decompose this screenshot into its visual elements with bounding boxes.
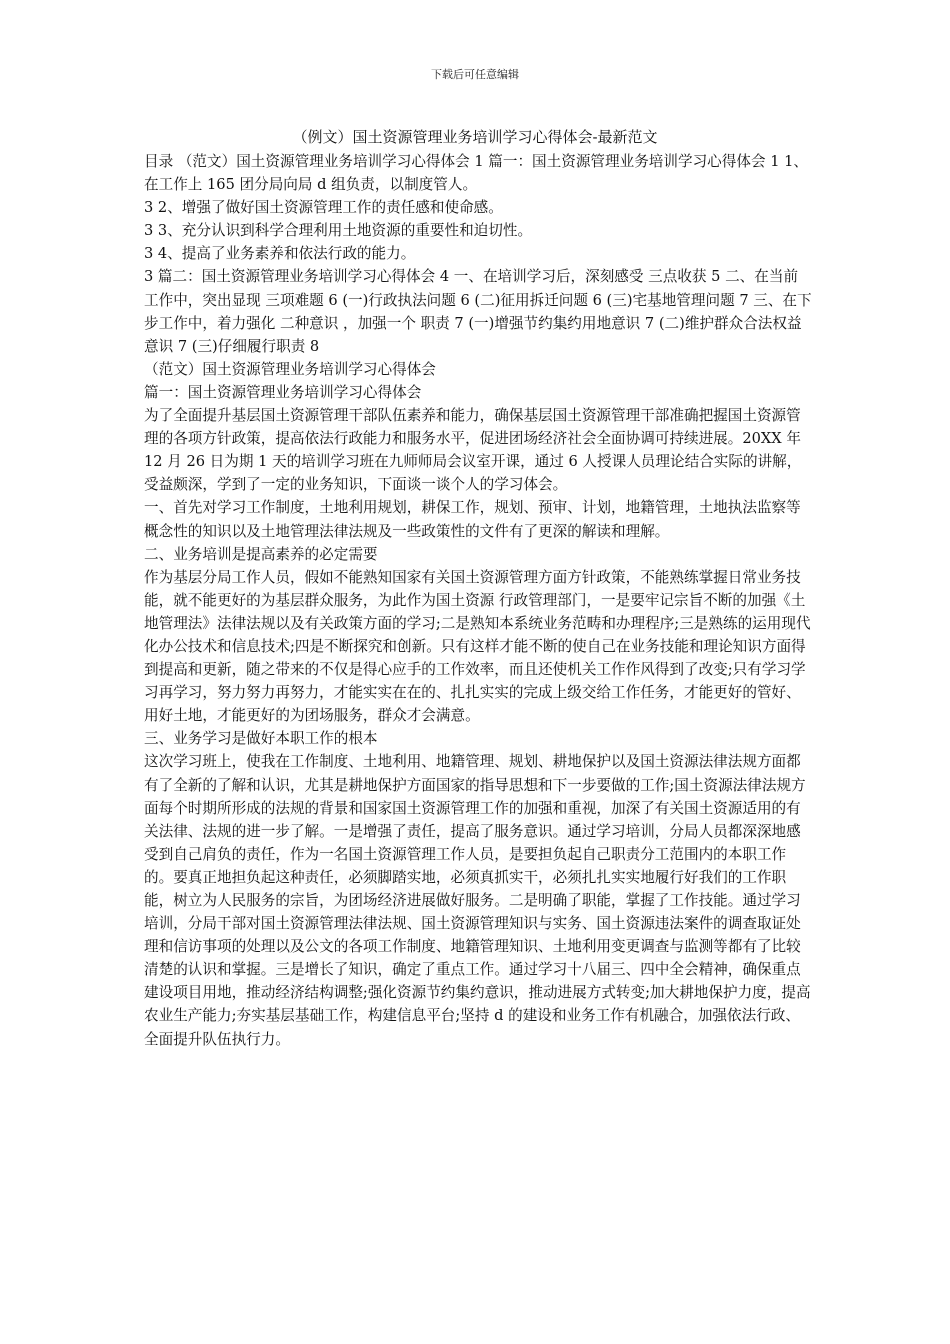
section-heading: （范文）国土资源管理业务培训学习心得体会 (144, 360, 436, 378)
document-title: （例文）国土资源管理业务培训学习心得体会-最新范文 (292, 128, 658, 146)
toc-line: 3 2、增强了做好国土资源管理工作的责任感和使命感。 (144, 199, 503, 217)
body-paragraph: 一、首先对学习工作制度，土地利用规划，耕保工作，规划、预审、计划，地籍管理，土地执法监察等概念性的知识以及土地管理法律法规及一些政策性的文件有了更深的解读和理解。 (144, 499, 801, 540)
section-heading: 篇一：国土资源管理业务培训学习心得体会 (144, 383, 422, 401)
toc-paragraph: 目录 （范文）国土资源管理业务培训学习心得体会 1 篇一：国土资源管理业务培训学习心得体会 1 1、在工作上 165 团分局向局 d 组负责，以制度管人。 (144, 153, 808, 194)
toc-paragraph: 3 篇二：国土资源管理业务培训学习心得体会 4 一、在培训学习后，深刻感受 三点收获 5 二、在当前工作中，突出显现 三项难题 6 (一)行政执法问题 6 (二)征用拆迁问题 6 (三)宅基地管理问题 7 三、在下步工作中，着力强化 二种意识 ，加强一个 职责 7 (一)增强节约集约用地意识 7 (二)维护群众合法权益意识 7 (三)仔细履行职责 8 (144, 268, 812, 355)
header-note: 下载后可任意编辑 (431, 68, 519, 81)
toc-line: 3 3、充分认识到科学合理利用土地资源的重要性和迫切性。 (144, 222, 533, 240)
body-paragraph: 为了全面提升基层国土资源管理干部队伍素养和能力，确保基层国土资源管理干部准确把握国土资源管理的各项方针政策，提高依法行政能力和服务水平，促进团场经济社会全面协调可持续进展。20XX 年 12 月 26 日为期 1 天的培训学习班在九师师局会议室开课，通过 6 人授课人员理论结合实际的讲解，受益颇深，学到了一定的业务知识，下面谈一谈个人的学习体会。 (144, 407, 802, 494)
toc-line: 3 4、提高了业务素养和依法行政的能力。 (144, 245, 416, 263)
document-body (144, 150, 812, 1051)
body-paragraph: 这次学习班上，使我在工作制度、土地利用、地籍管理、规划、耕地保护以及国土资源法律法规方面都有了全新的了解和认识，尤其是耕地保护方面国家的指导思想和下一步要做的工作;国土资源法律法规方面每个时期所形成的法规的背景和国家国土资源管理工作的加强和重视，加深了有关国土资源适用的有关法律、法规的进一步了解。一是增强了责任，提高了服务意识。通过学习培训，分局人员都深深地感受到自己肩负的责任，作为一名国土资源管理工作人员，是要担负起自己职责分工范围内的本职工作的。要真正地担负起这种责任，必须脚踏实地，必须真抓实干，必须扎扎实实地履行好我们的工作职能，树立为人民服务的宗旨，为团场经济进展做好服务。二是明确了职能，掌握了工作技能。通过学习培训，分局干部对国土资源管理法律法规、国土资源管理知识与实务、国土资源违法案件的调查取证处理和信访事项的处理以及公文的各项工作制度、地籍管理知识、土地利用变更调查与监测等都有了比较清楚的认识和掌握。三是增长了知识，确定了重点工作。通过学习十八届三、四中全会精神，确保重点建设项目用地，推动经济结构调整;强化资源节约集约意识，推动进展方式转变;加大耕地保护力度，提高农业生产能力;夯实基层基础工作，构建信息平台;坚持 d 的建设和业务工作有机融合，加强依法行政、全面提升队伍执行力。 (144, 753, 811, 1048)
section-heading: 二、业务培训是提高素养的必定需要 (144, 545, 378, 563)
section-heading: 三、业务学习是做好本职工作的根本 (144, 730, 378, 748)
body-paragraph: 作为基层分局工作人员，假如不能熟知国家有关国土资源管理方面方针政策，不能熟练掌握日常业务技能，就不能更好的为基层群众服务，为此作为国土资源 行政管理部门，一是要牢记宗旨不断的加强《土地管理法》法律法规以及有关政策方面的学习;二是熟知本系统业务范畴和办理程序;三是熟练的运用现代化办公技术和信息技术;四是不断探究和创新。只有这样才能不断的使自己在业务技能和理论知识方面得到提高和更新，随之带来的不仅是得心应手的工作效率，而且还使机关工作作风得到了改变;只有学习学习再学习，努力努力再努力，才能实实在在的、扎扎实实的完成上级交给工作任务，才能更好的管好、用好土地，才能更好的为团场服务，群众才会满意。 (144, 568, 811, 725)
